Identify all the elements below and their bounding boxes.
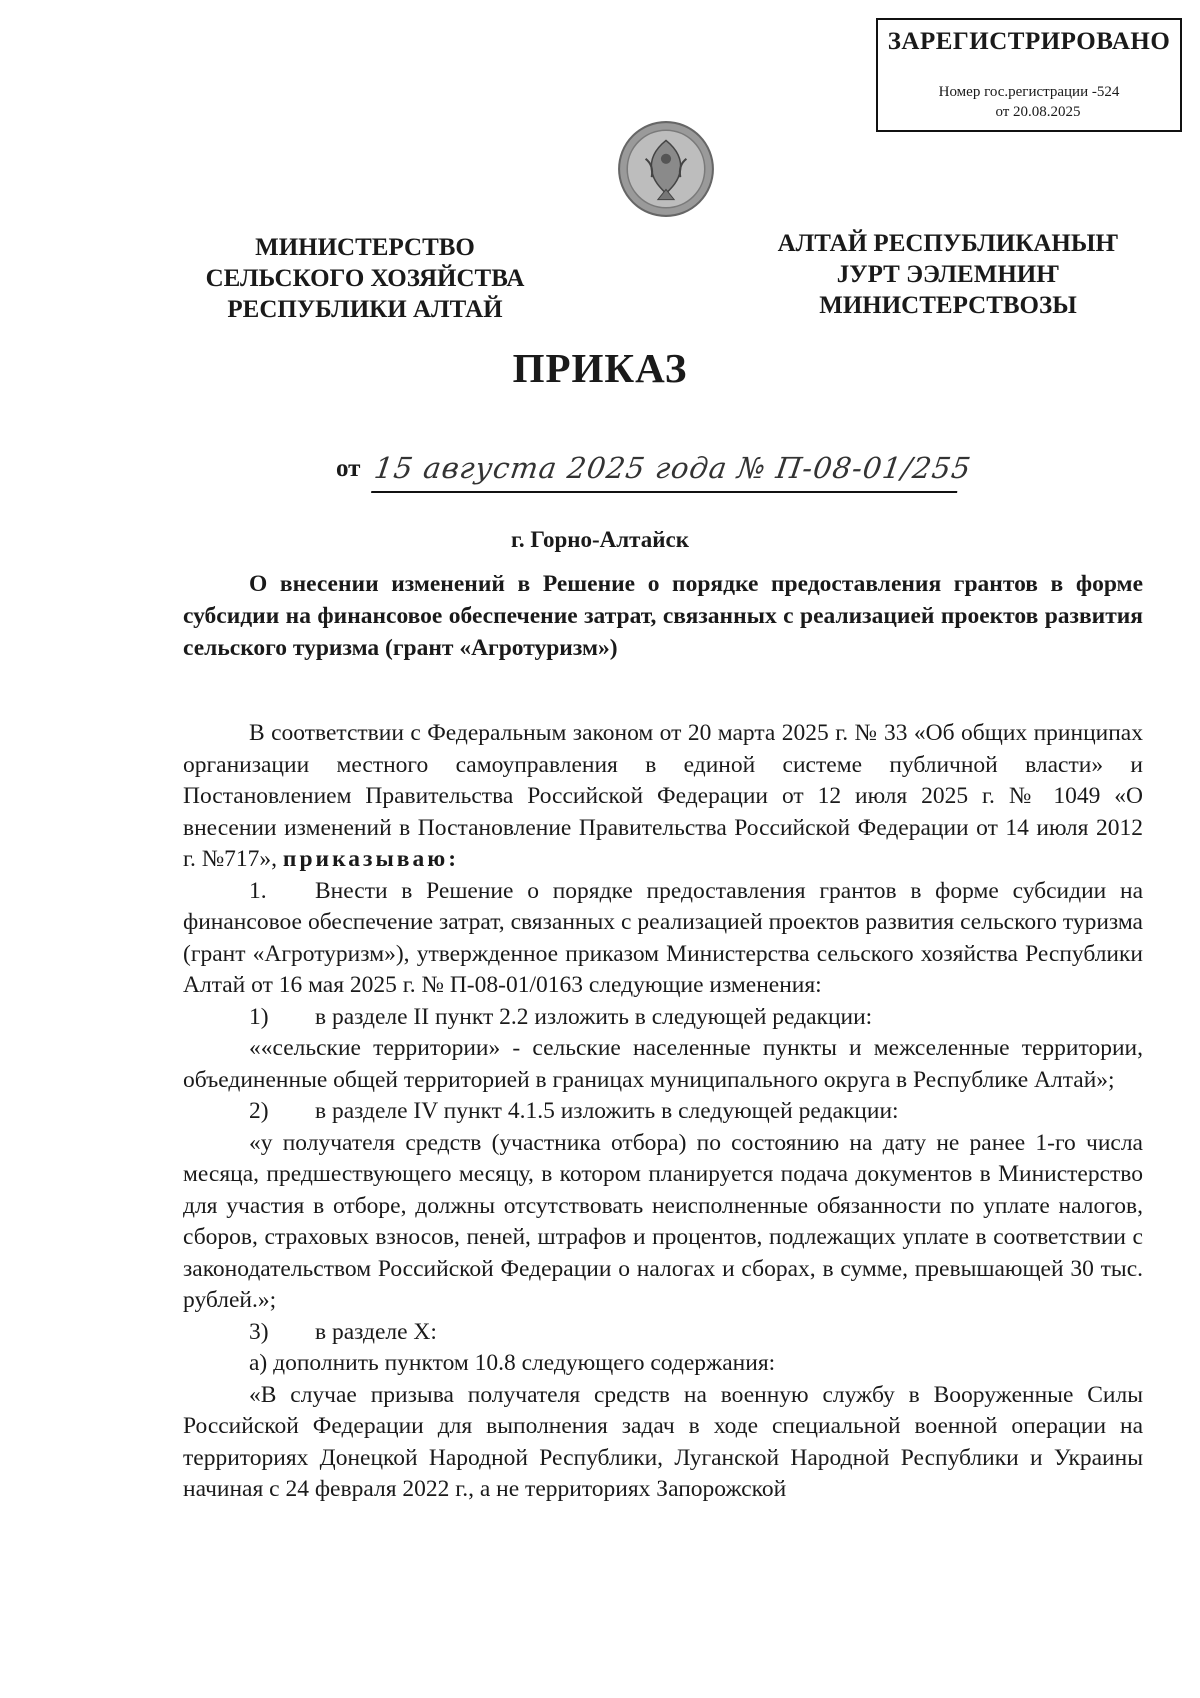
item-number: 1. [249,877,267,904]
subitem-3a: а) дополнить пунктом 10.8 следующего содержания: [249,1350,776,1376]
subject-text: О внесении изменений в Решение о порядке предоставления грантов в форме субсидии на финансовое обеспечение затрат, связанных с реализацией проектов развития сельского туризма (грант «Агротуризм») [183,571,1143,661]
item-text: в разделе II пункт 2.2 изложить в следующей редакции: [315,1003,873,1030]
org-line: МИНИСТЕРСТВОЗЫ [819,292,1077,319]
item-number: 1) [249,1003,269,1030]
order-from-label: от [336,455,361,482]
document-title: ПРИКАЗ [512,345,688,391]
preamble-text: В соответствии с Федеральным законом от 20 марта 2025 г. № 33 «Об общих принципах организации местного самоуправления в единой системе публичной власти» и Постановлением Правительства Российской Федерации от 12 июля 2025 г. № 1049 «О внесении изменений в Постановление Правительства Российской Федерации от 14 июля 2012 г. №717», [183,720,1143,872]
stamp-title: ЗАРЕГИСТРИРОВАНО [887,28,1171,55]
org-line: СЕЛЬСКОГО ХОЗЯЙСТВА [205,265,525,292]
registration-stamp [876,18,1182,132]
item-number: 2) [249,1098,269,1124]
org-line: АЛТАЙ РЕСПУБЛИКАНЫҤ [777,230,1119,257]
stamp-date: от 20.08.2025 [995,104,1081,120]
item-text: в разделе X: [315,1318,437,1345]
subitem-1 [183,1002,1143,1034]
order-body [183,718,1143,1506]
item-number: 3) [249,1318,269,1345]
subitem-3 [183,1317,1143,1349]
preamble [183,718,1143,876]
subitem-1-quote: ««сельские территории» - сельские населенные пункты и межселенные территории, объединенные общей территорией в границах муниципального округа в Республике Алтай»; [183,1035,1143,1093]
order-word: приказываю: [282,846,460,872]
coat-of-arms-icon [615,118,717,220]
handwritten-date-number: 15 августа 2025 года № П-08-01/255 [371,451,963,493]
stamp-reg-number: Номер гос.регистрации -524 [938,84,1120,100]
order-subject [183,568,1143,664]
subitem-2 [183,1096,1143,1128]
item-text: Внести в Решение о порядке предоставления грантов в форме субсидии на финансовое обеспечение затрат, связанных с реализацией проектов развития сельского туризма (грант «Агротуризм»), утвержденное приказом Министерства сельского хозяйства Республики Алтай от 16 мая 2025 г. № П-08-01/0163 следующие изменения: [183,877,1143,998]
ministry-name-russian [170,232,560,325]
org-line: МИНИСТЕРСТВО [255,234,475,261]
ministry-name-altai [748,228,1148,321]
item-text: в разделе IV пункт 4.1.5 изложить в следующей редакции: [315,1098,899,1124]
city: г. Горно-Алтайск [511,527,689,552]
subitem-2-quote: «у получателя средств (участника отбора) по состоянию на дату не ранее 1-го числа месяца, предшествующего месяцу, в котором планируется подача документов в Министерство для участия в отборе, должны отсутствовать неисполненные обязанности по уплате налогов, сборов, страховых взносов, пеней, штрафов и процентов, подлежащих уплате в соответствии с законодательством Российской Федерации о налогах и сборах, в сумме, превышающей 30 тыс. рублей.»; [183,1129,1143,1313]
org-line: ЈУРТ ЭЭЛЕМНИҤ [836,261,1060,288]
org-line: РЕСПУБЛИКИ АЛТАЙ [227,296,503,323]
item-1 [183,876,1143,1002]
subitem-3a-quote: «В случае призыва получателя средств на военную службу в Вооруженные Силы Российской Федерации для выполнения задач в ходе специальной военной операции на территориях Донецкой Народной Республики, Луганской Народной Республики и Украины начиная с 24 февраля 2022 г., а не территориях Запорожской [183,1381,1143,1502]
